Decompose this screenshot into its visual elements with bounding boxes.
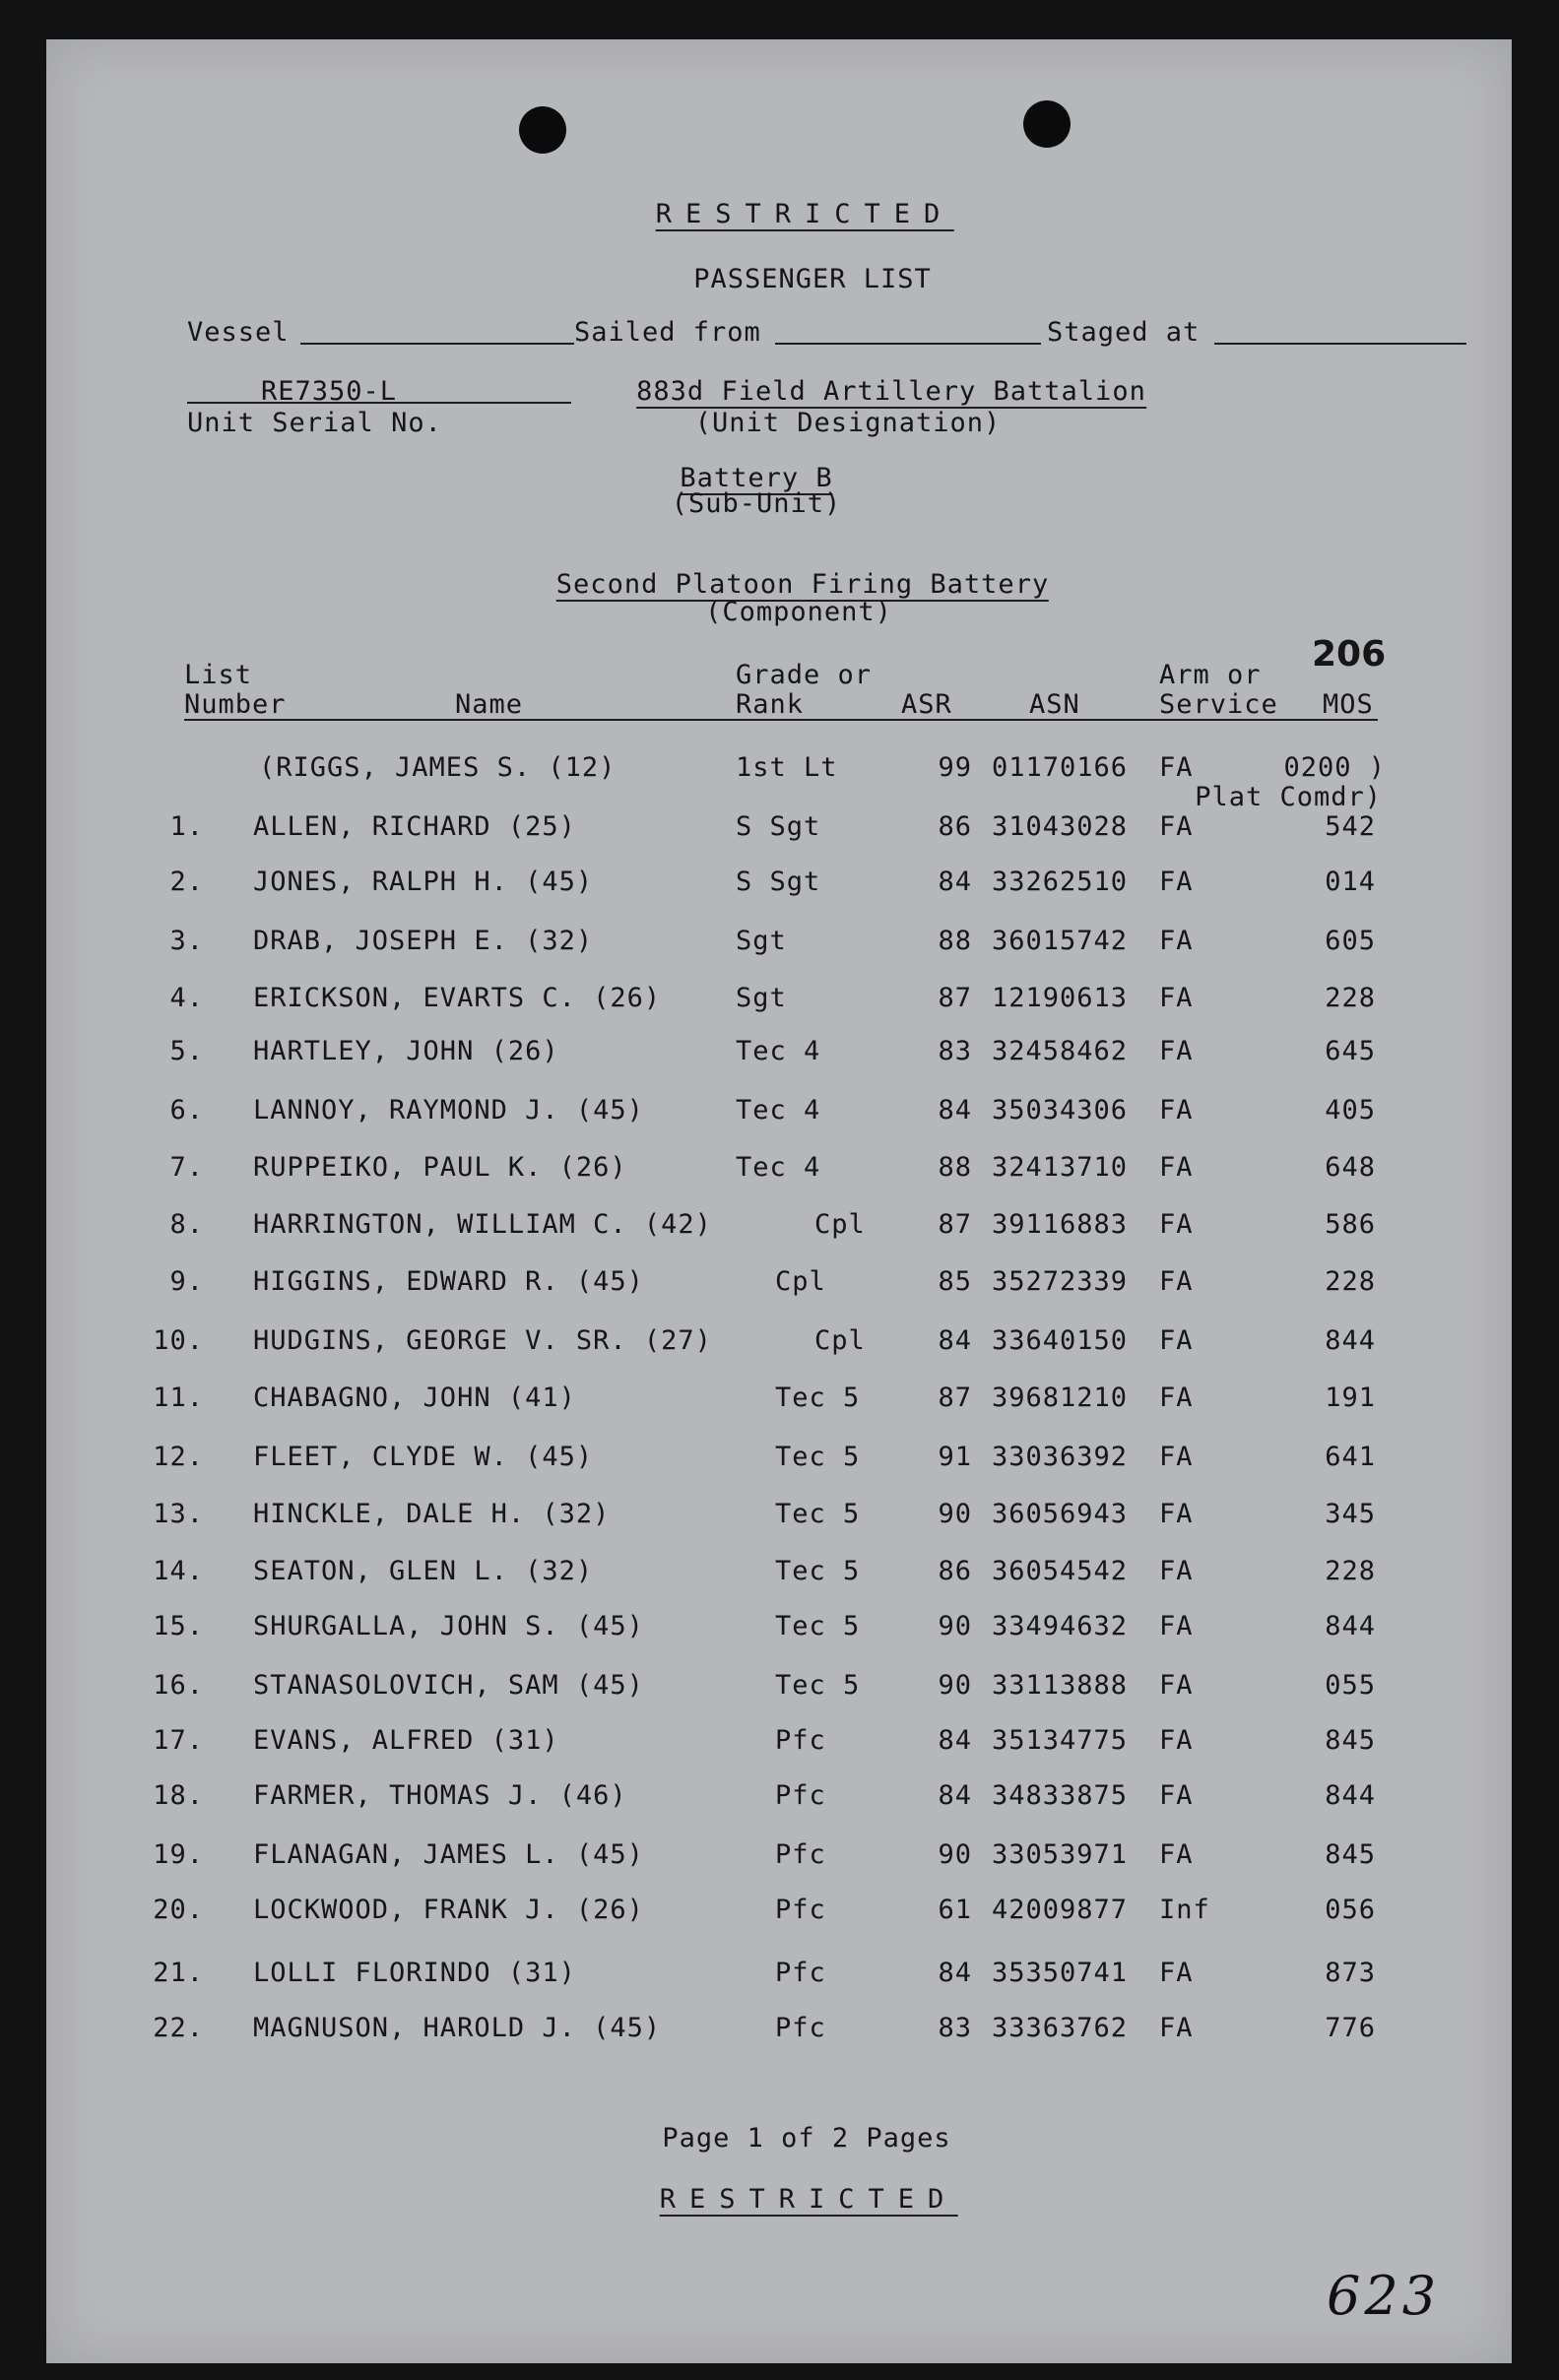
row-asr: 91: [938, 1442, 972, 1472]
row-grade: Tec 4: [736, 1095, 821, 1126]
subunit-value: Battery B: [680, 463, 833, 493]
row-grade: S Sgt: [736, 811, 821, 842]
table-row: [46, 1841, 1512, 1881]
row-arm: Inf: [1159, 1895, 1210, 1925]
page-count: Page 1 of 2 Pages: [662, 2123, 951, 2154]
table-row: [46, 868, 1512, 908]
table-row: [46, 985, 1512, 1024]
row-number: 12.: [153, 1442, 204, 1472]
row-name: STANASOLOVICH, SAM (45): [253, 1670, 644, 1701]
row-mos: 056: [1325, 1895, 1376, 1925]
header-underline: [184, 719, 1378, 721]
row-mos: 586: [1325, 1209, 1376, 1240]
col-grade-1: Grade or: [736, 660, 873, 690]
document-title: PASSENGER LIST: [693, 264, 932, 294]
row-asn: 33053971: [992, 1839, 1129, 1870]
row-arm: FA: [1159, 926, 1194, 956]
table-row: [46, 2015, 1512, 2054]
table-row: [46, 813, 1512, 853]
restricted-footer: RESTRICTED: [659, 2184, 958, 2215]
row-number: 11.: [153, 1383, 204, 1413]
row-mos: 641: [1325, 1442, 1376, 1472]
row-asr: 84: [938, 1725, 972, 1756]
row-asr: 61: [938, 1895, 972, 1925]
sailed-from-line: [775, 343, 1041, 345]
row-mos: 228: [1325, 1266, 1376, 1297]
page-stamp-number: 206: [1312, 634, 1387, 675]
row-arm: FA: [1159, 1325, 1194, 1356]
table-row: [46, 1038, 1512, 1077]
commander-arm: FA: [1159, 752, 1194, 783]
row-asr: 86: [938, 811, 972, 842]
commander-mos: 0200 ): [1283, 752, 1386, 783]
row-arm: FA: [1159, 1725, 1194, 1756]
unit-designation-label: (Unit Designation): [694, 408, 1002, 438]
row-asr: 86: [938, 1556, 972, 1586]
row-name: FARMER, THOMAS J. (46): [253, 1780, 627, 1811]
row-grade: Tec 5: [775, 1670, 861, 1701]
row-asn: 33262510: [992, 867, 1129, 897]
row-asn: 32413710: [992, 1152, 1129, 1183]
row-mos: 605: [1325, 926, 1376, 956]
table-row: [46, 1097, 1512, 1136]
row-arm: FA: [1159, 1499, 1194, 1529]
row-arm: FA: [1159, 1036, 1194, 1066]
row-asr: 88: [938, 926, 972, 956]
row-grade: Sgt: [736, 926, 787, 956]
row-number: 10.: [153, 1325, 204, 1356]
row-grade: Pfc: [775, 1895, 826, 1925]
table-row: [46, 1672, 1512, 1711]
row-arm: FA: [1159, 1670, 1194, 1701]
row-grade: S Sgt: [736, 867, 821, 897]
commander-asn: 01170166: [992, 752, 1129, 783]
row-number: 3.: [169, 926, 204, 956]
commander-note: Plat Comdr): [1195, 782, 1382, 812]
row-number: 7.: [169, 1152, 204, 1183]
unit-serial-line: [187, 402, 571, 404]
row-number: 5.: [169, 1036, 204, 1066]
row-name: HINCKLE, DALE H. (32): [253, 1499, 611, 1529]
row-asn: 33494632: [992, 1611, 1129, 1641]
row-grade: Sgt: [736, 983, 787, 1013]
row-arm: FA: [1159, 867, 1194, 897]
table-row: [46, 1327, 1512, 1367]
commander-name: (RIGGS, JAMES S. (12): [259, 752, 617, 783]
row-grade: Pfc: [775, 1780, 826, 1811]
row-arm: FA: [1159, 1442, 1194, 1472]
handwritten-number: 623: [1327, 2265, 1441, 2327]
row-asn: 33363762: [992, 2013, 1129, 2043]
row-name: LANNOY, RAYMOND J. (45): [253, 1095, 644, 1126]
row-number: 13.: [153, 1499, 204, 1529]
row-name: SEATON, GLEN L. (32): [253, 1556, 594, 1586]
punch-hole-left: [519, 106, 566, 154]
col-asr: ASR: [901, 689, 952, 720]
table-row: [46, 1501, 1512, 1540]
row-asn: 31043028: [992, 811, 1129, 842]
commander-asr: 99: [938, 752, 972, 783]
row-name: HIGGINS, EDWARD R. (45): [253, 1266, 644, 1297]
row-grade: Tec 5: [775, 1611, 861, 1641]
row-grade: Tec 4: [736, 1152, 821, 1183]
row-arm: FA: [1159, 1152, 1194, 1183]
row-mos: 845: [1325, 1839, 1376, 1870]
row-mos: 645: [1325, 1036, 1376, 1066]
row-asr: 84: [938, 1958, 972, 1988]
row-number: 22.: [153, 2013, 204, 2043]
row-asr: 90: [938, 1839, 972, 1870]
row-asr: 85: [938, 1266, 972, 1297]
row-name: FLEET, CLYDE W. (45): [253, 1442, 594, 1472]
row-number: 1.: [169, 811, 204, 842]
row-mos: 648: [1325, 1152, 1376, 1183]
row-mos: 844: [1325, 1325, 1376, 1356]
row-mos: 191: [1325, 1383, 1376, 1413]
row-asr: 90: [938, 1499, 972, 1529]
row-asr: 88: [938, 1152, 972, 1183]
table-row: [46, 1268, 1512, 1308]
row-mos: 228: [1325, 1556, 1376, 1586]
row-asr: 90: [938, 1611, 972, 1641]
row-grade: Tec 5: [775, 1556, 861, 1586]
row-name: FLANAGAN, JAMES L. (45): [253, 1839, 644, 1870]
row-asn: 35134775: [992, 1725, 1129, 1756]
unit-serial-value: RE7350-L: [261, 376, 398, 407]
col-name: Name: [455, 689, 524, 720]
row-arm: FA: [1159, 1209, 1194, 1240]
row-name: LOCKWOOD, FRANK J. (26): [253, 1895, 644, 1925]
row-grade: Pfc: [775, 2013, 826, 2043]
sailed-from-label: Sailed from: [574, 317, 761, 348]
row-number: 4.: [169, 983, 204, 1013]
col-arm-2: Service: [1159, 689, 1278, 720]
row-arm: FA: [1159, 1611, 1194, 1641]
col-mos: MOS: [1323, 689, 1374, 720]
table-row: [46, 1444, 1512, 1483]
row-asr: 87: [938, 1383, 972, 1413]
row-asr: 90: [938, 1670, 972, 1701]
unit-serial-label: Unit Serial No.: [187, 408, 442, 438]
row-asn: 36054542: [992, 1556, 1129, 1586]
row-asr: 84: [938, 1325, 972, 1356]
table-row: [46, 1727, 1512, 1767]
table-row: [46, 1154, 1512, 1193]
row-asr: 87: [938, 983, 972, 1013]
row-mos: 014: [1325, 867, 1376, 897]
row-grade: Cpl: [814, 1209, 866, 1240]
row-name: JONES, RALPH H. (45): [253, 867, 594, 897]
row-grade: Pfc: [775, 1839, 826, 1870]
row-name: SHURGALLA, JOHN S. (45): [253, 1611, 644, 1641]
row-name: HUDGINS, GEORGE V. SR. (27): [253, 1325, 712, 1356]
row-arm: FA: [1159, 2013, 1194, 2043]
row-arm: FA: [1159, 1780, 1194, 1811]
row-number: 18.: [153, 1780, 204, 1811]
row-asn: 39116883: [992, 1209, 1129, 1240]
row-name: ERICKSON, EVARTS C. (26): [253, 983, 662, 1013]
component-label: (Component): [705, 597, 892, 627]
row-grade: Pfc: [775, 1958, 826, 1988]
row-asn: 35034306: [992, 1095, 1129, 1126]
row-number: 6.: [169, 1095, 204, 1126]
col-grade-2: Rank: [736, 689, 805, 720]
row-number: 20.: [153, 1895, 204, 1925]
row-name: LOLLI FLORINDO (31): [253, 1958, 576, 1988]
row-mos: 542: [1325, 811, 1376, 842]
row-mos: 228: [1325, 983, 1376, 1013]
row-number: 15.: [153, 1611, 204, 1641]
row-asn: 36056943: [992, 1499, 1129, 1529]
row-asn: 32458462: [992, 1036, 1129, 1066]
row-name: RUPPEIKO, PAUL K. (26): [253, 1152, 627, 1183]
row-asn: 33036392: [992, 1442, 1129, 1472]
row-asr: 83: [938, 1036, 972, 1066]
row-arm: FA: [1159, 1839, 1194, 1870]
row-asn: 35350741: [992, 1958, 1129, 1988]
row-asr: 84: [938, 867, 972, 897]
col-asn: ASN: [1029, 689, 1080, 720]
row-mos: 345: [1325, 1499, 1376, 1529]
punch-hole-right: [1023, 100, 1071, 148]
row-mos: 844: [1325, 1611, 1376, 1641]
staged-at-label: Staged at: [1047, 317, 1201, 348]
staged-at-line: [1214, 343, 1466, 345]
row-number: 21.: [153, 1958, 204, 1988]
row-grade: Tec 5: [775, 1383, 861, 1413]
unit-designation-value: 883d Field Artillery Battalion: [636, 376, 1146, 407]
row-name: HARTLEY, JOHN (26): [253, 1036, 559, 1066]
row-grade: Tec 5: [775, 1499, 861, 1529]
component-value: Second Platoon Firing Battery: [555, 569, 1050, 600]
row-grade: Tec 4: [736, 1036, 821, 1066]
row-arm: FA: [1159, 811, 1194, 842]
row-number: 8.: [169, 1209, 204, 1240]
row-mos: 405: [1325, 1095, 1376, 1126]
row-asn: 39681210: [992, 1383, 1129, 1413]
table-row: [46, 1558, 1512, 1597]
row-grade: Cpl: [814, 1325, 866, 1356]
table-row: [46, 1897, 1512, 1936]
row-asn: 42009877: [992, 1895, 1129, 1925]
row-grade: Pfc: [775, 1725, 826, 1756]
row-arm: FA: [1159, 983, 1194, 1013]
table-row: [46, 1613, 1512, 1652]
row-asn: 36015742: [992, 926, 1129, 956]
row-asn: 34833875: [992, 1780, 1129, 1811]
commander-grade: 1st Lt: [736, 752, 838, 783]
row-grade: Tec 5: [775, 1442, 861, 1472]
table-row: [46, 1384, 1512, 1424]
table-row: [46, 1782, 1512, 1822]
row-asn: 33113888: [992, 1670, 1129, 1701]
row-number: 9.: [169, 1266, 204, 1297]
row-number: 19.: [153, 1839, 204, 1870]
row-arm: FA: [1159, 1095, 1194, 1126]
restricted-header: RESTRICTED: [655, 199, 954, 229]
row-number: 17.: [153, 1725, 204, 1756]
row-asr: 84: [938, 1780, 972, 1811]
row-mos: 776: [1325, 2013, 1376, 2043]
row-arm: FA: [1159, 1383, 1194, 1413]
row-arm: FA: [1159, 1556, 1194, 1586]
col-number: Number: [184, 689, 287, 720]
document-sheet: [46, 39, 1512, 2363]
row-asn: 35272339: [992, 1266, 1129, 1297]
row-asr: 83: [938, 2013, 972, 2043]
col-list: List: [184, 660, 253, 690]
subunit-label: (Sub-Unit): [671, 488, 842, 519]
row-name: HARRINGTON, WILLIAM C. (42): [253, 1209, 712, 1240]
col-arm-1: Arm or: [1159, 660, 1262, 690]
table-row: [46, 1211, 1512, 1251]
vessel-label: Vessel: [187, 317, 290, 348]
row-mos: 845: [1325, 1725, 1376, 1756]
row-mos: 055: [1325, 1670, 1376, 1701]
row-number: 14.: [153, 1556, 204, 1586]
row-name: EVANS, ALFRED (31): [253, 1725, 559, 1756]
table-row: [46, 928, 1512, 967]
row-name: DRAB, JOSEPH E. (32): [253, 926, 594, 956]
row-asn: 33640150: [992, 1325, 1129, 1356]
row-name: ALLEN, RICHARD (25): [253, 811, 576, 842]
row-mos: 844: [1325, 1780, 1376, 1811]
vessel-line: [300, 343, 574, 345]
row-asn: 12190613: [992, 983, 1129, 1013]
row-mos: 873: [1325, 1958, 1376, 1988]
row-asr: 87: [938, 1209, 972, 1240]
table-row: [46, 1960, 1512, 1999]
row-name: CHABAGNO, JOHN (41): [253, 1383, 576, 1413]
row-asr: 84: [938, 1095, 972, 1126]
row-arm: FA: [1159, 1958, 1194, 1988]
row-number: 16.: [153, 1670, 204, 1701]
row-number: 2.: [169, 867, 204, 897]
row-name: MAGNUSON, HAROLD J. (45): [253, 2013, 662, 2043]
row-arm: FA: [1159, 1266, 1194, 1297]
row-grade: Cpl: [775, 1266, 826, 1297]
